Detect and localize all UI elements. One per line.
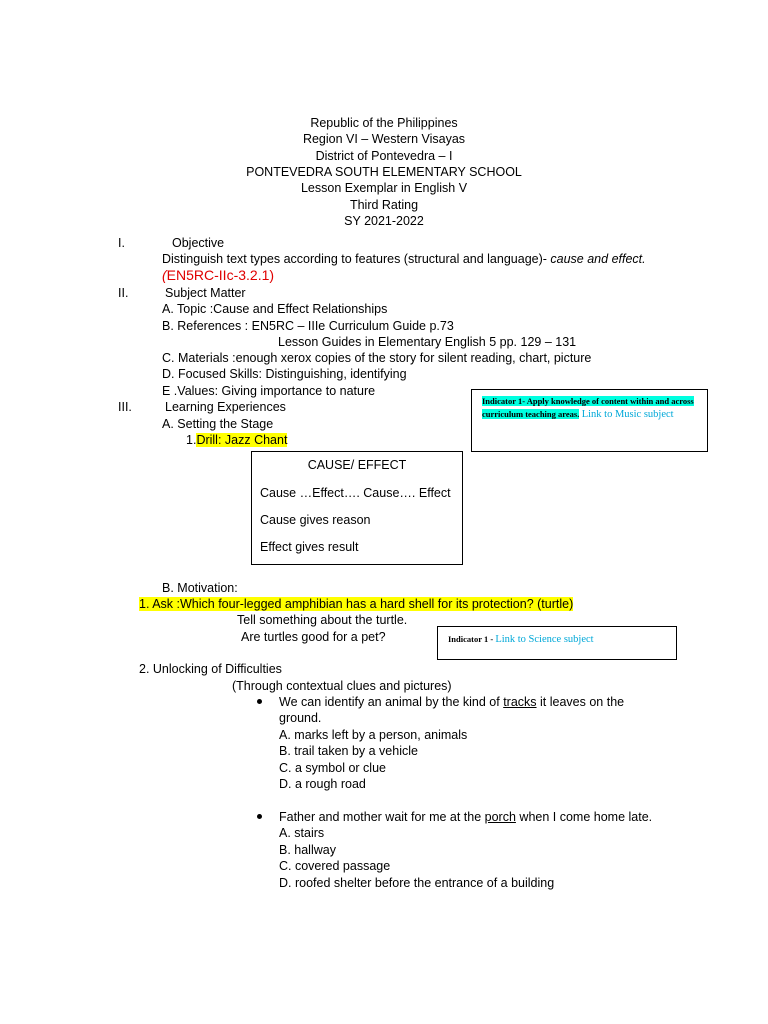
- header-lesson: Lesson Exemplar in English V: [300, 181, 468, 195]
- indicator-music-text: [482, 395, 700, 421]
- chant-line-3: Effect gives result: [260, 540, 359, 554]
- indicator-music-link[interactable]: Link to Music subject: [581, 409, 674, 420]
- header-school: PONTEVEDRA SOUTH ELEMENTARY SCHOOL: [246, 165, 522, 179]
- q1-option-c: C. a symbol or clue: [279, 761, 386, 775]
- q2-option-b: B. hallway: [279, 843, 336, 857]
- objective-text-plain: Distinguish text types according to features (structural and language)-: [162, 252, 551, 266]
- objective-text-italic: cause and effect.: [550, 252, 646, 266]
- header-rating: Third Rating: [349, 198, 419, 212]
- subject-materials: C. Materials :enough xerox copies of the story for silent reading, chart, picture: [162, 351, 592, 365]
- indicator-science-link[interactable]: Link to Science subject: [495, 634, 594, 645]
- bullet-1: [257, 699, 262, 704]
- indicator-music-label: Indicator 1- Apply knowledge of content within and across curriculum teaching areas.: [482, 396, 694, 419]
- question-1-pre: We can identify an animal by the kind of: [279, 695, 504, 709]
- indicator-science-label: Indicator 1 -: [448, 634, 496, 644]
- motivation-pet: Are turtles good for a pet?: [241, 630, 386, 644]
- objective-text: [162, 251, 646, 267]
- objective-number: I.: [118, 236, 125, 250]
- question-1-word: tracks: [503, 695, 537, 709]
- question-2-post: when I come home late.: [515, 810, 653, 824]
- subject-references: B. References : EN5RC – IIIe Curriculum Guide p.73: [162, 319, 454, 333]
- header-republic: Republic of the Philippines: [310, 116, 458, 130]
- motivation-ask: [139, 596, 573, 612]
- subject-title: Subject Matter: [165, 286, 246, 300]
- drill-line: [186, 432, 287, 448]
- q1-option-b: B. trail taken by a vehicle: [279, 744, 418, 758]
- subject-topic: A. Topic :Cause and Effect Relationships: [162, 302, 388, 316]
- learning-title: Learning Experiences: [165, 400, 286, 414]
- objective-code-paren: (: [162, 267, 167, 283]
- question-1: [279, 694, 624, 710]
- subject-guides: Lesson Guides in Elementary English 5 pp. 129 – 131: [278, 335, 577, 349]
- subject-skills: D. Focused Skills: Distinguishing, identifying: [162, 367, 407, 381]
- drill-label: Drill: Jazz Chant: [196, 433, 288, 447]
- subject-number: II.: [118, 286, 129, 300]
- drill-number: 1.: [186, 433, 197, 447]
- subject-values: E .Values: Giving importance to nature: [162, 384, 376, 398]
- indicator-music-box: [471, 389, 708, 452]
- header-region: Region VI – Western Visayas: [302, 132, 466, 146]
- question-1-line2: ground.: [279, 711, 322, 725]
- learning-number: III.: [118, 400, 132, 414]
- q2-option-d: D. roofed shelter before the entrance of a building: [279, 876, 555, 890]
- objective-code-text: EN5RC-IIc-3.2.1): [166, 267, 275, 283]
- chant-title: CAUSE/ EFFECT: [307, 458, 407, 472]
- indicator-science-box: [437, 626, 677, 660]
- unlocking-sub: (Through contextual clues and pictures): [232, 679, 452, 693]
- question-2: [279, 809, 652, 825]
- question-2-word: porch: [484, 810, 516, 824]
- chant-line-2: Cause gives reason: [260, 513, 371, 527]
- header-sy: SY 2021-2022: [344, 214, 424, 228]
- motivation-title: B. Motivation:: [162, 581, 238, 595]
- q1-option-a: A. marks left by a person, animals: [279, 728, 468, 742]
- chant-box: [251, 451, 463, 565]
- objective-title: Objective: [172, 236, 225, 250]
- indicator-science-text: [448, 631, 594, 647]
- chant-line-1: Cause …Effect…. Cause…. Effect: [260, 486, 451, 500]
- unlocking-title: 2. Unlocking of Difficulties: [139, 662, 282, 676]
- q1-option-d: D. a rough road: [279, 777, 366, 791]
- question-1-post: it leaves on the: [536, 695, 625, 709]
- setting-the-stage: A. Setting the Stage: [162, 417, 274, 431]
- q2-option-a: A. stairs: [279, 826, 325, 840]
- objective-code: [162, 267, 274, 283]
- bullet-2: [257, 814, 262, 819]
- question-2-pre: Father and mother wait for me at the: [279, 810, 485, 824]
- header-district: District of Pontevedra – I: [315, 149, 453, 163]
- q2-option-c: C. covered passage: [279, 859, 391, 873]
- motivation-tell: Tell something about the turtle.: [237, 613, 408, 627]
- motivation-ask-text: 1. Ask :Which four-legged amphibian has a hard shell for its protection? (turtle): [139, 597, 574, 611]
